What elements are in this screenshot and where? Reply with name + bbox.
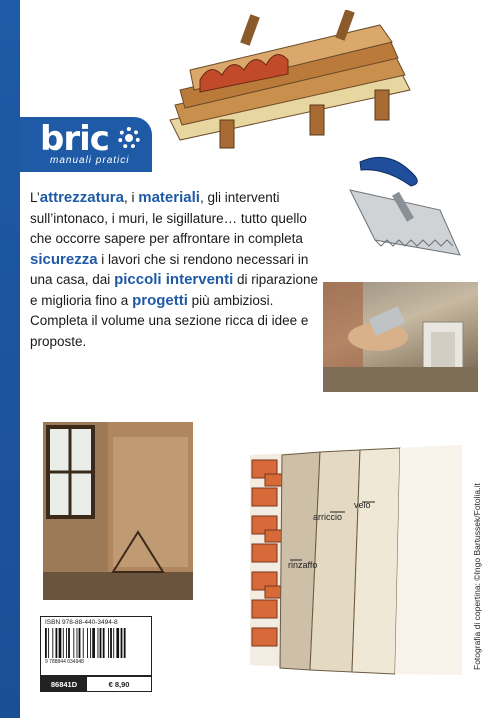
blurb-text: L’: [30, 190, 40, 205]
trowel-illustration: [340, 150, 470, 260]
highlight-word: progetti: [132, 291, 188, 309]
photo-credit: [472, 470, 486, 670]
logo-subtitle: manuali pratici: [50, 155, 130, 166]
barcode-bar: [77, 628, 78, 658]
barcode-bar: [103, 628, 105, 658]
barcode-bar: [48, 628, 49, 658]
barcode-bar: [63, 628, 64, 658]
isbn-text: ISBN 978-88-440-3494-8: [45, 619, 118, 626]
barcode-bar: [73, 628, 74, 658]
label-velo: velo: [354, 500, 371, 510]
barcode-bar: [92, 628, 95, 658]
barcode-bar: [90, 628, 91, 658]
blurb-text: più ambiziosi. Completa il volume una sezione ricca di idee e proposte.: [30, 292, 309, 349]
barcode-bar: [121, 628, 123, 658]
barcode: [45, 628, 145, 658]
isbn-barcode-box: [40, 616, 152, 676]
photo-credit-text: Fotografia di copertina: ©Ingo Bartussek/Fotolia.it: [472, 483, 482, 670]
barcode-bar: [110, 628, 112, 658]
barcode-bar: [68, 628, 70, 658]
blurb-text: di riparazione e miglioria fino a: [30, 272, 319, 308]
label-rinzaffo: rinzaffo: [288, 560, 318, 570]
highlight-word: materiali: [138, 189, 200, 206]
blurb-text: , gli interventi sull’intonaco, i muri, le sigillature… tutto quello che occorre sapere per affrontare in completa: [30, 190, 307, 246]
barcode-bar: [116, 628, 119, 658]
barcode-bar: [124, 628, 126, 658]
blurb-text: i lavori che si rendono necessari in una casa, dai: [30, 251, 309, 287]
barcode-bar: [59, 628, 62, 658]
plastering-photo: [323, 282, 478, 392]
gear-icon: [118, 127, 140, 149]
logo-brand: bric: [40, 119, 109, 159]
label-arriccio: arriccio: [313, 512, 343, 522]
blurb-text: , i: [123, 190, 139, 205]
back-cover-blurb: [30, 188, 325, 352]
highlight-word: piccoli interventi: [114, 271, 234, 288]
barcode-bar: [79, 628, 81, 658]
interior-room-photo: [43, 422, 193, 600]
barcode-number: 9 788844 034948: [45, 659, 84, 665]
barcode-bar: [52, 628, 53, 658]
barcode-bar: [108, 628, 109, 658]
barcode-bar: [83, 628, 84, 658]
roof-illustration: [160, 10, 420, 150]
brico-logo: [20, 117, 152, 172]
barcode-bar: [56, 628, 58, 658]
barcode-bar: [66, 628, 67, 658]
price-bar: [40, 676, 152, 692]
barcode-bar: [45, 628, 47, 658]
price: € 8,90: [108, 679, 130, 689]
barcode-bar: [87, 628, 88, 658]
wall-layers-diagram: [250, 440, 462, 680]
highlight-word: sicurezza: [30, 250, 98, 268]
barcode-bar: [98, 628, 99, 658]
barcode-bar: [100, 628, 102, 658]
product-code: 86841D: [41, 677, 87, 691]
highlight-word: attrezzatura: [39, 189, 124, 206]
barcode-bar: [113, 628, 114, 658]
spine-band: [0, 0, 20, 718]
